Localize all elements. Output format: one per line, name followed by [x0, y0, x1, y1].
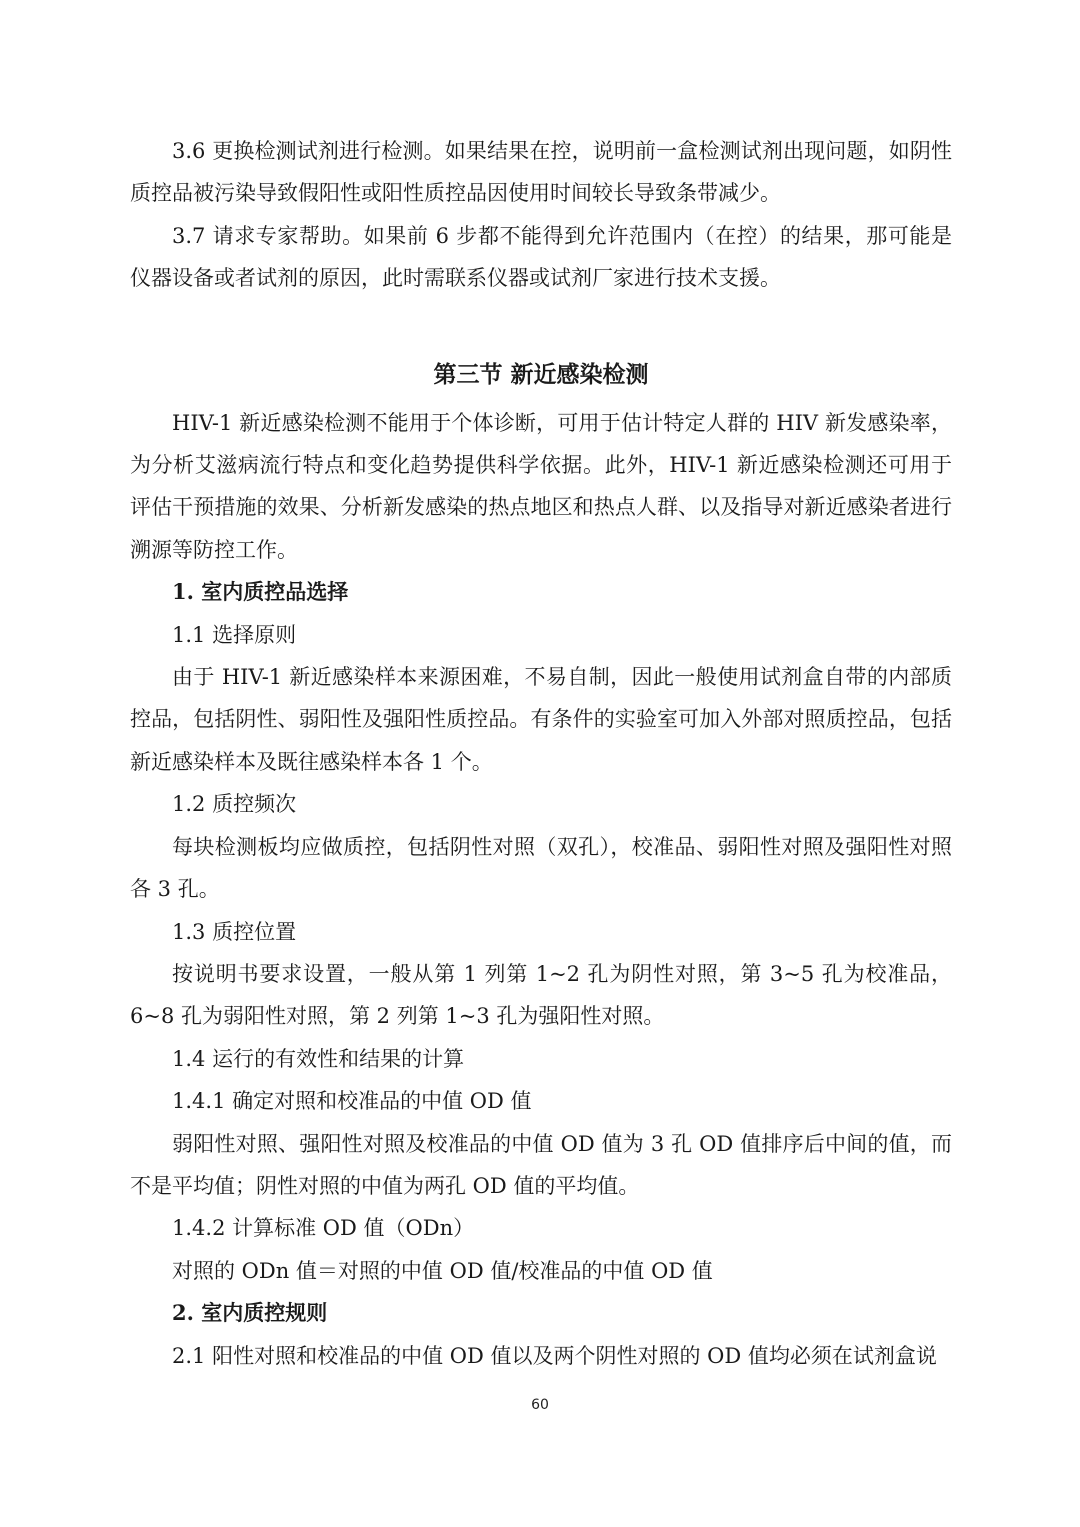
- paragraph-3-6: 3.6 更换检测试剂进行检测。如果结果在控，说明前一盒检测试剂出现问题，如阴性质控品被污染导致假阳性或阳性质控品因使用时间较长导致条带减少。: [130, 139, 952, 206]
- heading-2: 2. 室内质控规则: [172, 1300, 328, 1326]
- subheading-1-4-1: 1.4.1 确定对照和校准品的中值 OD 值: [172, 1089, 532, 1114]
- document-body: [130, 130, 952, 1377]
- paragraph-1-3: 按说明书要求设置，一般从第 1 列第 1~2 孔为阴性对照，第 3~5 孔为校准品，6~8 孔为弱阳性对照，第 2 列第 1~3 孔为强阳性对照。: [130, 961, 952, 1029]
- section-title: 第三节 新近感染检测: [433, 361, 649, 388]
- paragraph-1-4-1: 弱阳性对照、强阳性对照及校准品的中值 OD 值为 3 孔 OD 值排序后中间的值，而不是平均值；阴性对照的中值为两孔 OD 值的平均值。: [130, 1131, 952, 1198]
- subheading-1-4-2: 1.4.2 计算标准 OD 值（ODn）: [172, 1216, 475, 1241]
- intro-paragraph: HIV-1 新近感染检测不能用于个体诊断，可用于估计特定人群的 HIV 新发感染率，为分析艾滋病流行特点和变化趋势提供科学依据。此外，HIV-1 新近感染检测还可用于评估干预措施的效果、分析新发感染的热点地区和热点人群、以及指导对新近感染者进行溯源等防控工作。: [130, 410, 952, 562]
- subheading-1-3: 1.3 质控位置: [172, 919, 297, 944]
- paragraph-1-2: 每块检测板均应做质控，包括阴性对照（双孔），校准品、弱阳性对照及强阳性对照各 3 孔。: [130, 834, 952, 902]
- paragraph-2-1: 2.1 阳性对照和校准品的中值 OD 值以及两个阴性对照的 OD 值均必须在试剂盒说: [172, 1343, 937, 1368]
- paragraph-3-7: 3.7 请求专家帮助。如果前 6 步都不能得到允许范围内（在控）的结果，那可能是仪器设备或者试剂的原因，此时需联系仪器或试剂厂家进行技术支援。: [130, 223, 952, 291]
- subheading-1-1: 1.1 选择原则: [172, 622, 297, 647]
- page-number: 60: [531, 1397, 549, 1413]
- subheading-1-2: 1.2 质控频次: [172, 792, 297, 817]
- heading-1: 1. 室内质控品选择: [172, 579, 349, 605]
- subheading-1-4: 1.4 运行的有效性和结果的计算: [172, 1046, 465, 1071]
- paragraph-1-4-2: 对照的 ODn 值＝对照的中值 OD 值/校准品的中值 OD 值: [172, 1258, 713, 1283]
- paragraph-1-1: 由于 HIV-1 新近感染样本来源困难，不易自制，因此一般使用试剂盒自带的内部质控品，包括阴性、弱阳性及强阳性质控品。有条件的实验室可加入外部对照质控品，包括新近感染样本及既往感染样本各 1 个。: [130, 665, 952, 774]
